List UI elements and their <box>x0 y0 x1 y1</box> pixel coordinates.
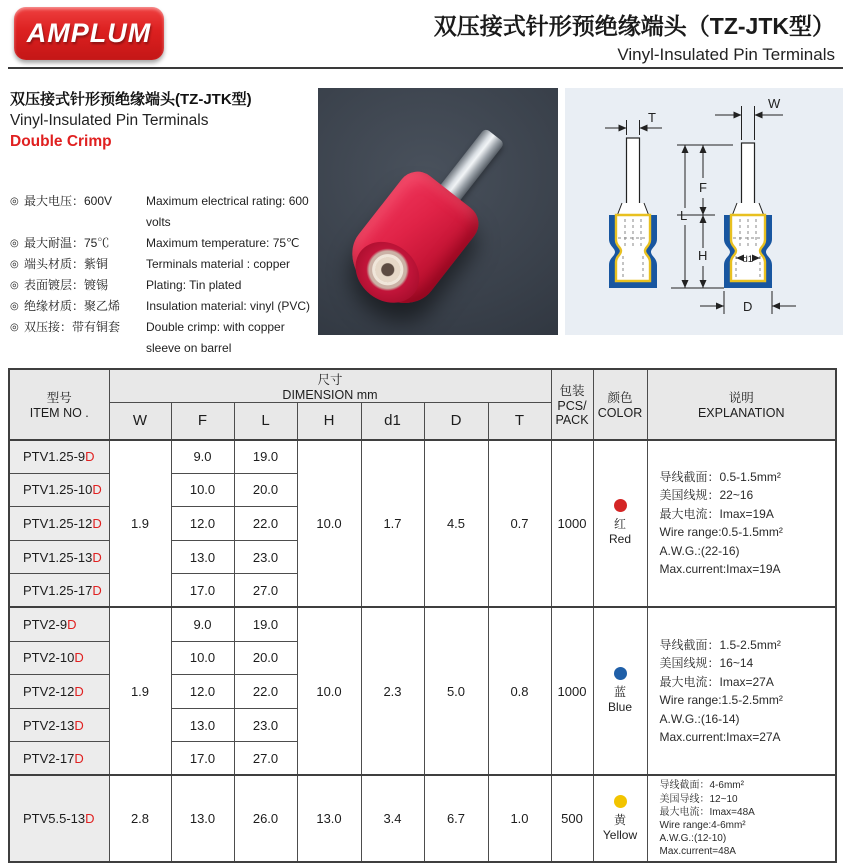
f-cell: 9.0 <box>171 440 234 474</box>
header-titles <box>434 8 835 65</box>
dimension-diagram-svg <box>565 88 843 335</box>
product-title-zh: 双压接式针形预绝缘端头(TZ-JTK型) <box>10 91 252 108</box>
spec-zh: 双压接：带有铜套 <box>24 320 121 334</box>
spec-en: Maximum electrical rating: 600 volts <box>146 194 309 229</box>
spec-row <box>10 233 312 254</box>
spec-zh: 最大耐温：75℃ <box>24 236 110 250</box>
item-cell: PTV1.25-9D <box>9 440 109 474</box>
dim-label-l: L <box>680 208 688 223</box>
color-cell: 蓝 Blue <box>593 607 647 775</box>
spec-en: Maximum temperature: 75℃ <box>146 236 300 250</box>
d1-cell: 2.3 <box>361 607 424 775</box>
spec-row <box>10 191 312 233</box>
d1-cell: 1.7 <box>361 440 424 608</box>
w-cell: 1.9 <box>109 607 171 775</box>
d1-cell: 3.4 <box>361 775 424 862</box>
item-cell: PTV5.5-13D <box>9 775 109 862</box>
t-cell: 1.0 <box>488 775 551 862</box>
amplum-logo <box>14 7 164 60</box>
color-dot <box>614 667 627 680</box>
col-header-dimension: 尺寸 DIMENSION mm <box>109 369 551 403</box>
spec-row <box>10 296 312 317</box>
col-header-item: 型号 ITEM NO . <box>9 369 109 440</box>
dim-label-d1: d1 <box>742 254 754 265</box>
bullet-icon: ◎ <box>10 196 19 207</box>
explanation-cell: 导线截面：0.5-1.5mm² 美国线规：22~16 最大电流：Imax=19A Wire range:0.5-1.5mm² A.W.G.:(22-16) Max.current:Imax=19A <box>647 440 836 608</box>
bullet-icon: ◎ <box>10 280 19 291</box>
item-cell: PTV2-13D <box>9 708 109 742</box>
bullet-icon: ◎ <box>10 238 19 249</box>
table-row: PTV1.25-17D 17.0 27.0 <box>9 574 836 608</box>
d-cell: 4.5 <box>424 440 488 608</box>
bullet-icon: ◎ <box>10 259 19 270</box>
table-row: PTV1.25-10D 10.0 20.0 <box>9 473 836 507</box>
t-cell: 0.8 <box>488 607 551 775</box>
d-cell: 6.7 <box>424 775 488 862</box>
product-info <box>10 88 312 408</box>
spec-zh: 端头材质：紫铜 <box>24 257 109 271</box>
explanation-cell: 导线截面：1.5-2.5mm² 美国线规：16~14 最大电流：Imax=27A Wire range:1.5-2.5mm² A.W.G.:(16-14) Max.current:Imax=27A <box>647 607 836 775</box>
page-header <box>0 0 843 67</box>
table-row: PTV1.25-12D 12.0 22.0 <box>9 507 836 541</box>
col-header-pack: 包装 PCS/ PACK <box>551 369 593 440</box>
spec-zh: 最大电压：600V <box>24 194 113 208</box>
pack-cell: 500 <box>551 775 593 862</box>
page-title-en: Vinyl-Insulated Pin Terminals <box>617 45 835 64</box>
dim-label-t: T <box>648 110 656 125</box>
logo-text: AMPLUM <box>26 18 152 48</box>
col-header-explanation: 说明 EXPLANATION <box>647 369 836 440</box>
spec-row <box>10 317 312 359</box>
spec-en: Insulation material: vinyl (PVC) <box>146 299 311 313</box>
item-cell: PTV2-12D <box>9 675 109 709</box>
color-dot <box>614 795 627 808</box>
d-cell: 5.0 <box>424 607 488 775</box>
item-cell: PTV1.25-12D <box>9 507 109 541</box>
w-cell: 2.8 <box>109 775 171 862</box>
table-row: PTV2-17D 17.0 27.0 <box>9 742 836 776</box>
dimension-diagram <box>565 88 843 335</box>
col-header-l: L <box>234 403 297 440</box>
pin-terminal-image <box>320 95 546 333</box>
page-title-zh: 双压接式针形预绝缘端头（TZ-JTK型） <box>433 13 835 39</box>
t-cell: 0.7 <box>488 440 551 608</box>
spec-row <box>10 254 312 275</box>
dim-label-d: D <box>743 299 753 314</box>
item-cell: PTV1.25-17D <box>9 574 109 608</box>
spec-table <box>8 368 837 863</box>
item-cell: PTV2-10D <box>9 641 109 675</box>
item-cell: PTV2-17D <box>9 742 109 776</box>
item-cell: PTV1.25-13D <box>9 540 109 574</box>
spec-list <box>10 191 312 359</box>
color-dot <box>614 499 627 512</box>
col-header-color: 颜色 COLOR <box>593 369 647 440</box>
w-cell: 1.9 <box>109 440 171 608</box>
color-cell: 红 Red <box>593 440 647 608</box>
dim-label-f: F <box>699 180 707 195</box>
col-header-h: H <box>297 403 361 440</box>
h-cell: 13.0 <box>297 775 361 862</box>
table-row: PTV2-9D 1.9 9.0 19.0 10.0 2.3 5.0 0.8 1000 蓝 Blue 导线截面：1.5-2.5mm² 美国线规：16~14 最大电流：Imax=27A Wire range:1.5-2.5mm² A.W.G.:(16-14) Max.current:Imax=27A <box>9 607 836 641</box>
h-cell: 10.0 <box>297 607 361 775</box>
col-header-w: W <box>109 403 171 440</box>
l-cell: 19.0 <box>234 440 297 474</box>
item-cell: PTV1.25-10D <box>9 473 109 507</box>
table-row: PTV1.25-13D 13.0 23.0 <box>9 540 836 574</box>
table-row: PTV2-13D 13.0 23.0 <box>9 708 836 742</box>
bullet-icon: ◎ <box>10 301 19 312</box>
dim-label-w: W <box>768 96 781 111</box>
dim-label-h: H <box>698 248 708 263</box>
product-photo <box>318 88 558 335</box>
spec-zh: 绝缘材质：聚乙烯 <box>24 299 121 313</box>
table-row: PTV2-12D 12.0 22.0 <box>9 675 836 709</box>
col-header-d: D <box>424 403 488 440</box>
col-header-t: T <box>488 403 551 440</box>
table-row: PTV2-10D 10.0 20.0 <box>9 641 836 675</box>
color-cell: 黄 Yellow <box>593 775 647 862</box>
bullet-icon: ◎ <box>10 322 19 333</box>
spec-en: Terminals material : copper <box>146 257 291 271</box>
spec-zh: 表面镀层：镀锡 <box>24 278 109 292</box>
explanation-cell: 导线截面：4-6mm² 美国导线：12~10 最大电流：Imax=48A Wire range:4-6mm² A.W.G.:(12-10) Max.current=48A <box>647 775 836 862</box>
pack-cell: 1000 <box>551 607 593 775</box>
product-title-en: Vinyl-Insulated Pin Terminals <box>10 112 209 129</box>
spec-row <box>10 275 312 296</box>
table-row <box>9 440 836 474</box>
h-cell: 10.0 <box>297 440 361 608</box>
table-row: PTV5.5-13D 2.8 13.0 26.0 13.0 3.4 6.7 1.0 500 黄 Yellow 导线截面：4-6mm² 美国导线：12~10 最大电流：Imax=48A Wire range:4-6mm² A.W.G.:(12-10) Max.current=48A <box>9 775 836 862</box>
spec-en: Double crimp: with copper sleeve on barrel <box>146 320 285 355</box>
col-header-d1: d1 <box>361 403 424 440</box>
product-subtitle: Double Crimp <box>10 133 112 150</box>
spec-en: Plating: Tin plated <box>146 278 242 292</box>
pack-cell: 1000 <box>551 440 593 608</box>
item-cell: PTV2-9D <box>9 607 109 641</box>
col-header-f: F <box>171 403 234 440</box>
header-divider <box>8 67 843 69</box>
